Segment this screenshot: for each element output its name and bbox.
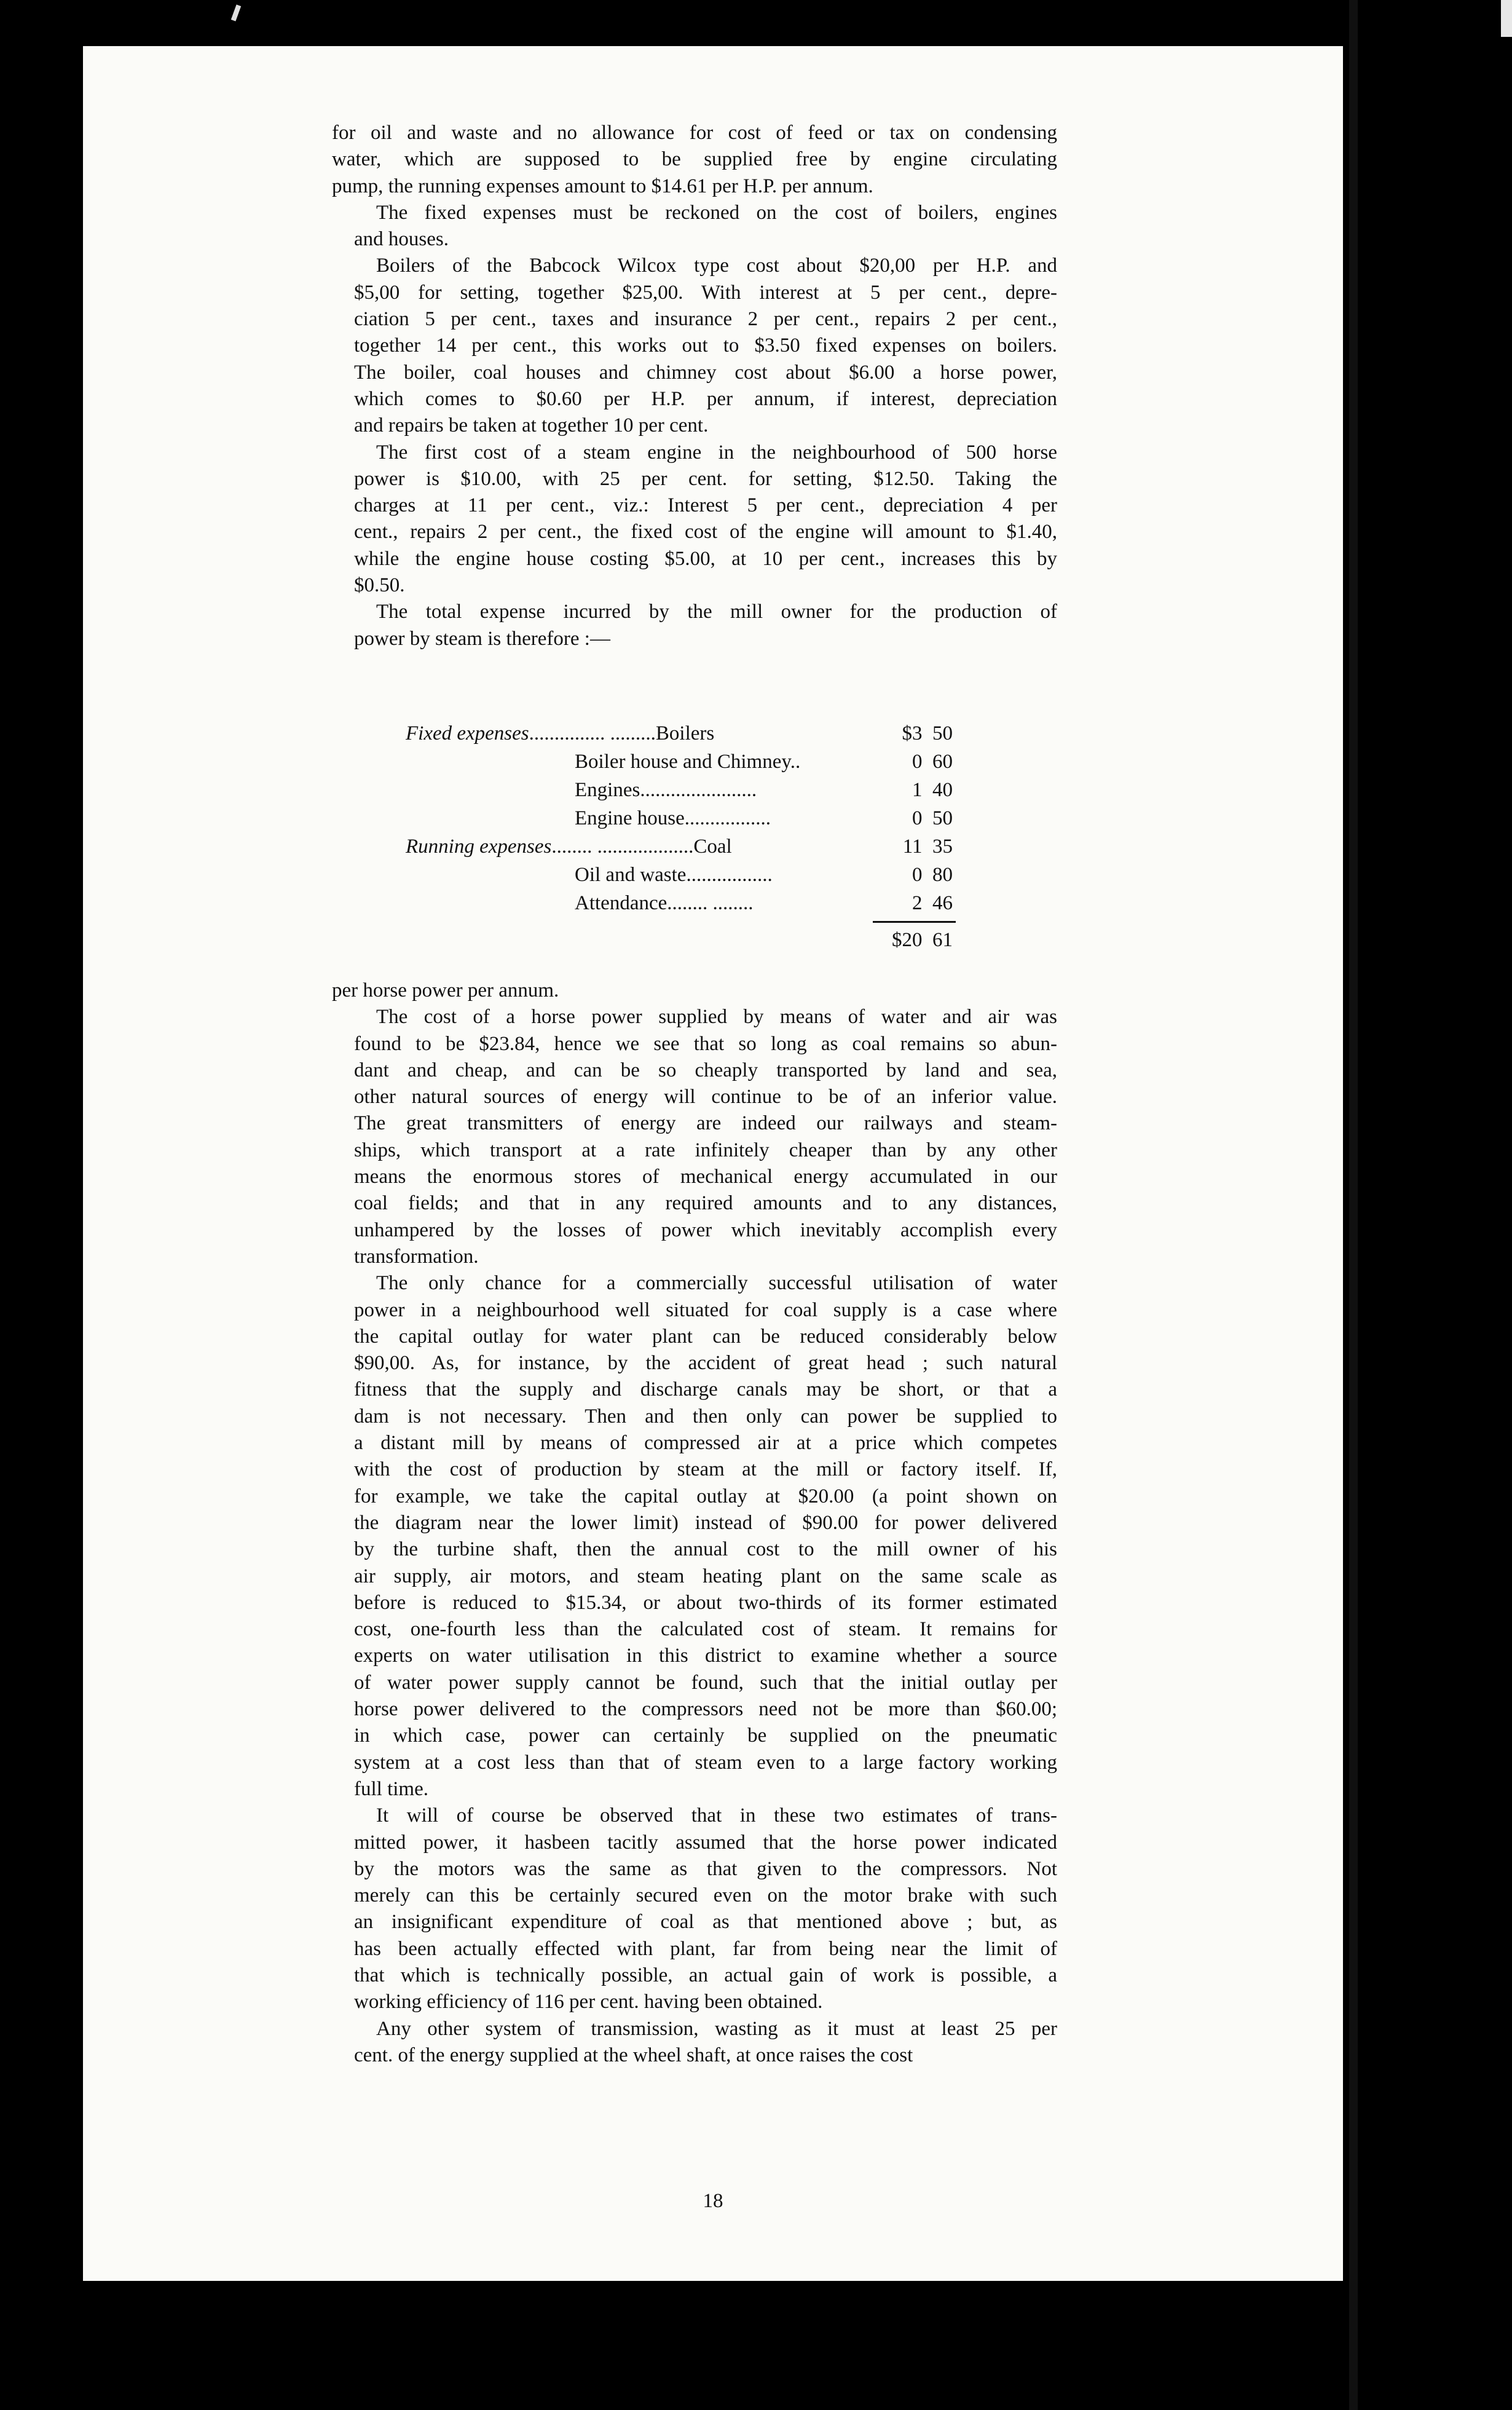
text-line: power in a neighbourhood well situated for coal supply is a case where <box>354 1298 1057 1321</box>
text-line: pump, the running expenses amount to $14.61 per H.P. per annum. <box>332 175 873 197</box>
text-line: the capital outlay for water plant can be reduced considerably below <box>354 1325 1057 1348</box>
expense-amount: 0 50 <box>912 807 953 829</box>
text-line: The cost of a horse power supplied by means of water and air was <box>376 1006 1057 1029</box>
paragraph <box>332 200 1057 253</box>
expense-item-label: Oil and waste................. <box>575 864 773 886</box>
paragraph <box>332 253 1057 439</box>
text-line: cent. of the energy supplied at the wheel shaft, at once raises the cost <box>354 2044 913 2066</box>
text-line: which comes to $0.60 per H.P. per annum, if interest, depreciation <box>354 387 1057 410</box>
paragraph <box>332 599 1057 652</box>
text-line: water, which are supposed to be supplied free by engine circulating <box>332 148 1057 171</box>
expense-total-row <box>332 926 1020 954</box>
text-line: unhampered by the losses of power which inevitably accomplish every <box>354 1219 1057 1241</box>
paragraph <box>332 120 1057 200</box>
text-line: horse power delivered to the compressors need not be more than $60.00; <box>354 1698 1057 1721</box>
text-line: ships, which transport at a rate infinitely cheaper than by any other <box>354 1139 1057 1161</box>
text-line: dam is not necessary. Then and then only can power be supplied to <box>354 1405 1057 1428</box>
text-line: by the motors was the same as that given to the compressors. Not <box>354 1857 1057 1880</box>
paragraph <box>332 1004 1057 1270</box>
text-line: charges at 11 per cent., viz.: Interest 5 per cent., depreciation 4 per <box>354 494 1057 517</box>
text-line: together 14 per cent., this works out to $3.50 fixed expenses on boilers. <box>354 334 1057 357</box>
text-line: per horse power per annum. <box>332 979 559 1002</box>
text-line: merely can this be certainly secured even on the motor brake with such <box>354 1884 1057 1907</box>
text-line: and repairs be taken at together 10 per cent. <box>354 414 709 437</box>
expense-group-label: Running expenses........ ...................Coal <box>406 836 732 858</box>
paragraph <box>332 440 1057 599</box>
text-line: dant and cheap, and can be so cheaply transported by land and sea, <box>354 1059 1057 1081</box>
body-text-top <box>332 120 1057 652</box>
expense-total: $20 61 <box>892 929 953 951</box>
text-line: of water power supply cannot be found, such that the initial outlay per <box>354 1671 1057 1694</box>
text-line: in which case, power can certainly be supplied on the pneumatic <box>354 1725 1057 1747</box>
text-line: $5,00 for setting, together $25,00. With interest at 5 per cent., depre- <box>354 281 1057 304</box>
page-number: 18 <box>703 2190 723 2212</box>
text-line: The boiler, coal houses and chimney cost about $6.00 a horse power, <box>354 361 1057 384</box>
text-line: The fixed expenses must be reckoned on the cost of boilers, engines <box>376 201 1057 224</box>
text-line: before is reduced to $15.34, or about two-thirds of its former estimated <box>354 1591 1057 1614</box>
text-line: air supply, air motors, and steam heating plant on the same scale as <box>354 1565 1057 1587</box>
text-line: system at a cost less than that of steam even to a large factory working <box>354 1751 1057 1774</box>
text-line: power is $10.00, with 25 per cent. for setting, $12.50. Taking the <box>354 467 1057 490</box>
expense-row <box>332 832 1020 861</box>
expense-row <box>332 748 1020 776</box>
text-line: The total expense incurred by the mill owner for the production of <box>376 601 1057 623</box>
text-line: $90,00. As, for instance, by the accident of great head ; such natural <box>354 1352 1057 1375</box>
text-line: fitness that the supply and discharge canals may be short, or that a <box>354 1378 1057 1401</box>
text-line: ciation 5 per cent., taxes and insurance 2 per cent., repairs 2 per cent., <box>354 308 1057 331</box>
scan-border-right <box>1349 0 1358 2410</box>
text-line: It will of course be observed that in these two estimates of trans- <box>376 1804 1057 1827</box>
expense-item-label: Engines....................... <box>575 779 757 801</box>
scan-speck <box>231 4 241 21</box>
text-line: means the enormous stores of mechanical energy accumulated in our <box>354 1166 1057 1188</box>
paragraph <box>332 978 1057 1004</box>
expense-row <box>332 776 1020 804</box>
text-line: Boilers of the Babcock Wilcox type cost about $20,00 per H.P. and <box>376 255 1057 277</box>
text-line: has been actually effected with plant, far from being near the limit of <box>354 1937 1057 1960</box>
text-line: Any other system of transmission, wasting as it must at least 25 per <box>376 2017 1057 2040</box>
text-line: for oil and waste and no allowance for cost of feed or tax on condensing <box>332 122 1057 144</box>
expense-item-label: Engine house................. <box>575 807 771 829</box>
expense-amount: 0 60 <box>912 751 953 773</box>
expense-amount: 11 35 <box>902 836 953 858</box>
total-rule <box>873 921 956 923</box>
text-line: for example, we take the capital outlay at $20.00 (a point shown on <box>354 1485 1057 1507</box>
text-line: experts on water utilisation in this district to examine whether a source <box>354 1645 1057 1667</box>
expense-amount: $3 50 <box>902 722 953 745</box>
text-line: cent., repairs 2 per cent., the fixed cost of the engine will amount to $1.40, <box>354 521 1057 543</box>
text-line: The only chance for a commercially successful utilisation of water <box>376 1272 1057 1295</box>
text-line: transformation. <box>354 1245 479 1268</box>
paragraph <box>332 2016 1057 2069</box>
expense-row <box>332 804 1020 832</box>
text-line: with the cost of production by steam at the mill or factory itself. If, <box>354 1458 1057 1481</box>
text-line: while the engine house costing $5.00, at 10 per cent., increases this by <box>354 547 1057 570</box>
text-line: The first cost of a steam engine in the neighbourhood of 500 horse <box>376 441 1057 464</box>
body-text-bottom <box>332 978 1057 2069</box>
expense-row <box>332 889 1020 917</box>
text-line: The great transmitters of energy are indeed our railways and steam- <box>354 1112 1057 1135</box>
paragraph <box>332 1270 1057 1803</box>
scan-edge-strip <box>1501 0 1512 37</box>
expense-row <box>332 861 1020 889</box>
paragraph <box>332 1803 1057 2015</box>
text-line: other natural sources of energy will continue to be of an inferior value. <box>354 1086 1057 1108</box>
text-line: an insignificant expenditure of coal as that mentioned above ; but, as <box>354 1911 1057 1934</box>
text-line: that which is technically possible, an actual gain of work is possible, a <box>354 1964 1057 1986</box>
text-line: the diagram near the lower limit) instead of $90.00 for power delivered <box>354 1511 1057 1534</box>
expense-amount: 0 80 <box>912 864 953 886</box>
expense-item-label: Attendance........ ........ <box>575 892 754 914</box>
text-line: working efficiency of 116 per cent. having been obtained. <box>354 1991 823 2013</box>
text-line: mitted power, it hasbeen tacitly assumed that the horse power indicated <box>354 1831 1057 1854</box>
expense-group-label: Fixed expenses............... .........Boilers <box>406 722 715 745</box>
text-line: and houses. <box>354 228 449 251</box>
text-line: coal fields; and that in any required amounts and to any distances, <box>354 1192 1057 1215</box>
text-line: power by steam is therefore :— <box>354 627 610 650</box>
text-line: found to be $23.84, hence we see that so long as coal remains so abun- <box>354 1032 1057 1055</box>
expense-amount: 1 40 <box>912 779 953 801</box>
text-line: by the turbine shaft, then the annual cost to the mill owner of his <box>354 1538 1057 1561</box>
expense-amount: 2 46 <box>912 892 953 914</box>
text-line: cost, one-fourth less than the calculated cost of steam. It remains for <box>354 1618 1057 1641</box>
expense-row <box>332 719 1020 748</box>
text-line: a distant mill by means of compressed air at a price which competes <box>354 1432 1057 1455</box>
expense-table <box>332 719 1020 954</box>
text-line: $0.50. <box>354 574 405 597</box>
expense-item-label: Boiler house and Chimney.. <box>575 751 801 773</box>
text-line: full time. <box>354 1777 428 1800</box>
